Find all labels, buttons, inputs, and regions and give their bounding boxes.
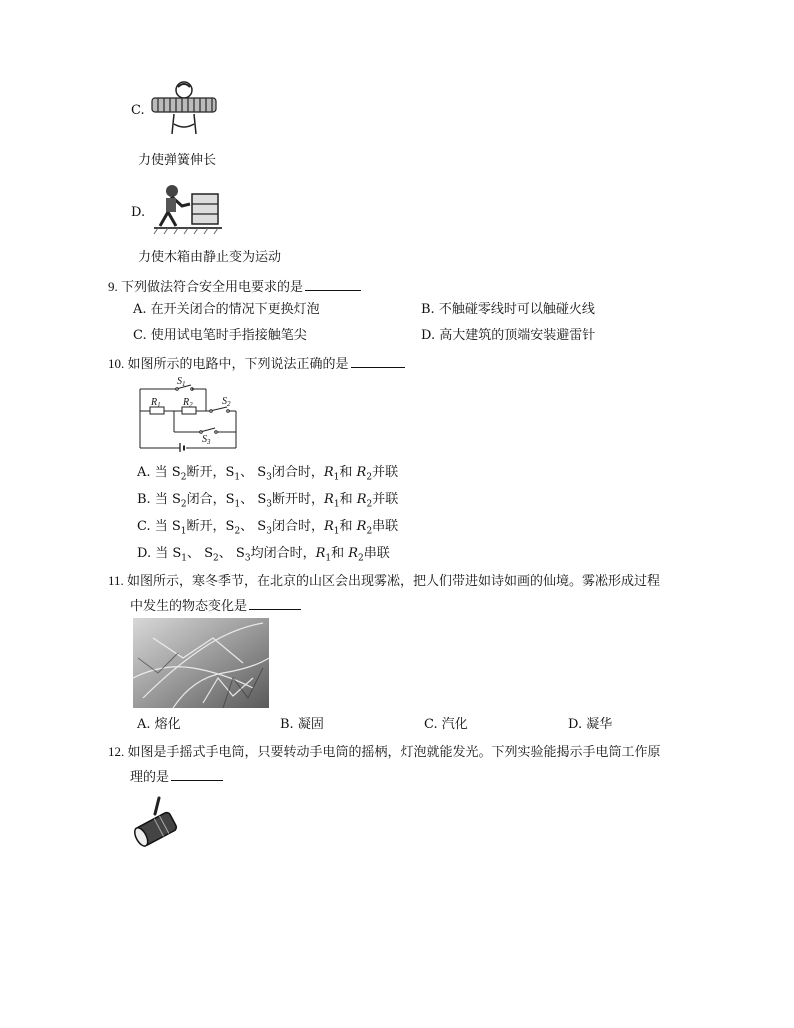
q10-option-d: D. 当 $S_1$、 $S_2$、 $S_3$均闭合时，$R_1$和 $R_2$串联 xyxy=(137,546,390,564)
q10-option-b: B. 当 $S_2$闭合，$S_1$、 $S_3$断开时，$R_1$和 $R_2$并联 xyxy=(137,492,399,510)
q9-stem: 9. 下列做法符合安全用电要求的是 xyxy=(108,278,361,295)
label-s3: $S_3$ xyxy=(202,434,211,446)
label-r2: $R_2$ xyxy=(183,397,193,409)
hand-crank-flashlight-figure xyxy=(131,794,185,850)
label-r1: $R_1$ xyxy=(151,397,161,409)
q9-option-b: B. 不触碰零线时可以触碰火线 xyxy=(421,302,595,317)
q10-stem: 10. 如图所示的电路中，下列说法正确的是 xyxy=(108,355,405,372)
circuit-diagram xyxy=(136,374,240,452)
q10-option-c: C. 当 $S_1$断开，$S_2$、 $S_3$闭合时，$R_1$和 $R_2$串联 xyxy=(137,519,399,537)
q9-option-a: A. 在开关闭合的情况下更换灯泡 xyxy=(133,302,320,317)
q9-option-d: D. 高大建筑的顶端安装避雷针 xyxy=(421,328,596,343)
option-d-caption: 力使木箱由静止变为运动 xyxy=(138,250,282,265)
q11-stem-line1: 11. 如图所示，寒冬季节，在北京的山区会出现雾凇，把人们带进如诗如画的仙境。雾凇形成过程 xyxy=(108,573,661,588)
q9-option-c: C. 使用试电笔时手指接触笔尖 xyxy=(133,328,307,343)
pushing-box-figure xyxy=(152,182,224,236)
label-s2: $S_2$ xyxy=(222,396,231,408)
option-c-letter: C. xyxy=(131,103,145,118)
q11-option-a: A. 熔化 xyxy=(137,717,181,732)
label-s1: $S_1$ xyxy=(177,376,186,388)
q12-stem-line1: 12. 如图是手摇式手电筒，只要转动手电筒的摇柄，灯泡就能发光。下列实验能揭示手电筒工作原 xyxy=(108,744,661,759)
spring-stretch-figure xyxy=(148,78,220,140)
q11-option-c: C. 汽化 xyxy=(424,717,468,732)
rime-photo xyxy=(133,618,269,708)
option-d-letter: D. xyxy=(131,205,146,220)
option-c-caption: 力使弹簧伸长 xyxy=(138,153,217,168)
q11-option-b: B. 凝固 xyxy=(280,717,324,732)
q11-option-d: D. 凝华 xyxy=(568,717,613,732)
q10-option-a: A. 当 $S_2$断开，$S_1$、 $S_3$闭合时，$R_1$和 $R_2$并联 xyxy=(137,465,399,483)
q11-stem-line2: 中发生的物态变化是 xyxy=(130,597,301,615)
q12-stem-line2: 理的是 xyxy=(130,768,223,786)
